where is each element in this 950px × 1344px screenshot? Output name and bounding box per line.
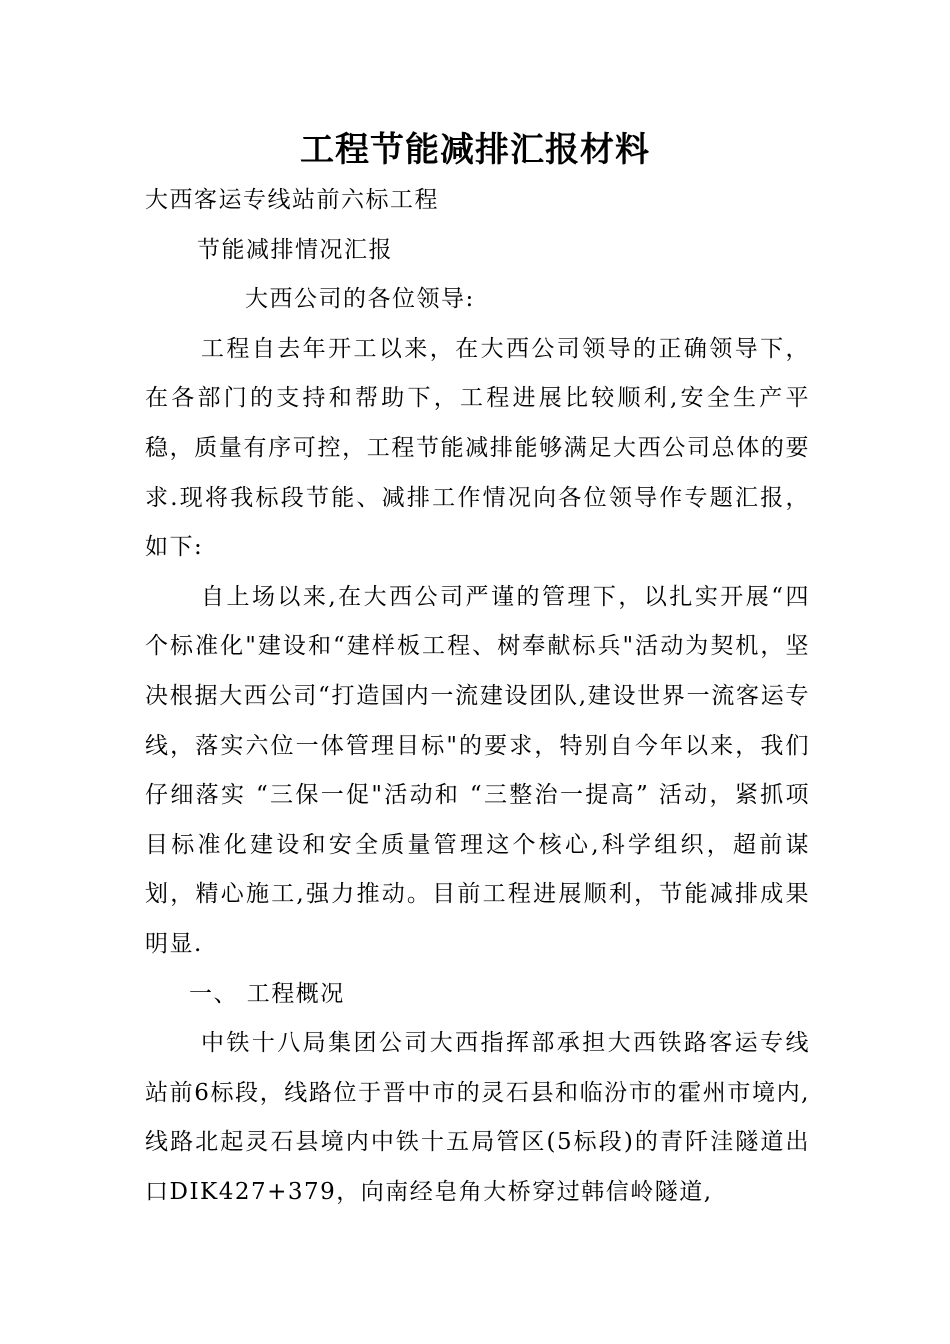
- paragraph-intro: 工程自去年开工以来，在大西公司领导的正确领导下，在各部门的支持和帮助下，工程进展比较顺利,安全生产平稳，质量有序可控，工程节能减排能够满足大西公司总体的要求.现将我标段节能、减排工作情况向各位领导作专题汇报，如下:: [145, 335, 810, 561]
- subtitle-project: 大西客运专线站前六标工程: [145, 187, 439, 213]
- salutation: 大西公司的各位领导:: [245, 286, 475, 313]
- paragraph-overview: 中铁十八局集团公司大西指挥部承担大西铁路客运专线站前6标段，线路位于晋中市的灵石县和临汾市的霍州市境内,线路北起灵石县境内中铁十五局管区(5标段)的青阡洼隧道出口DIK427+379，向南经皂角大桥穿过韩信岭隧道,: [145, 1030, 810, 1205]
- subtitle-report: 节能减排情况汇报: [197, 236, 393, 263]
- section-heading-overview: 一、 工程概况: [189, 980, 345, 1007]
- document-body: [145, 176, 810, 1217]
- paragraph-management: 自上场以来,在大西公司严谨的管理下，以扎实开展“四个标准化"建设和“建样板工程、树奉献标兵"活动为契机，坚决根据大西公司“打造国内一流建设团队,建设世界一流客运专线，落实六位一体管理目标"的要求，特别自今年以来，我们仔细落实 “三保一促"活动和 “三整治一提高” 活动，紧抓项目标准化建设和安全质量管理这个核心,科学组织，超前谋划，精心施工,强力推动。目前工程进展顺利，节能减排成果明显.: [145, 583, 810, 957]
- document-title: 工程节能减排汇报材料: [300, 130, 650, 170]
